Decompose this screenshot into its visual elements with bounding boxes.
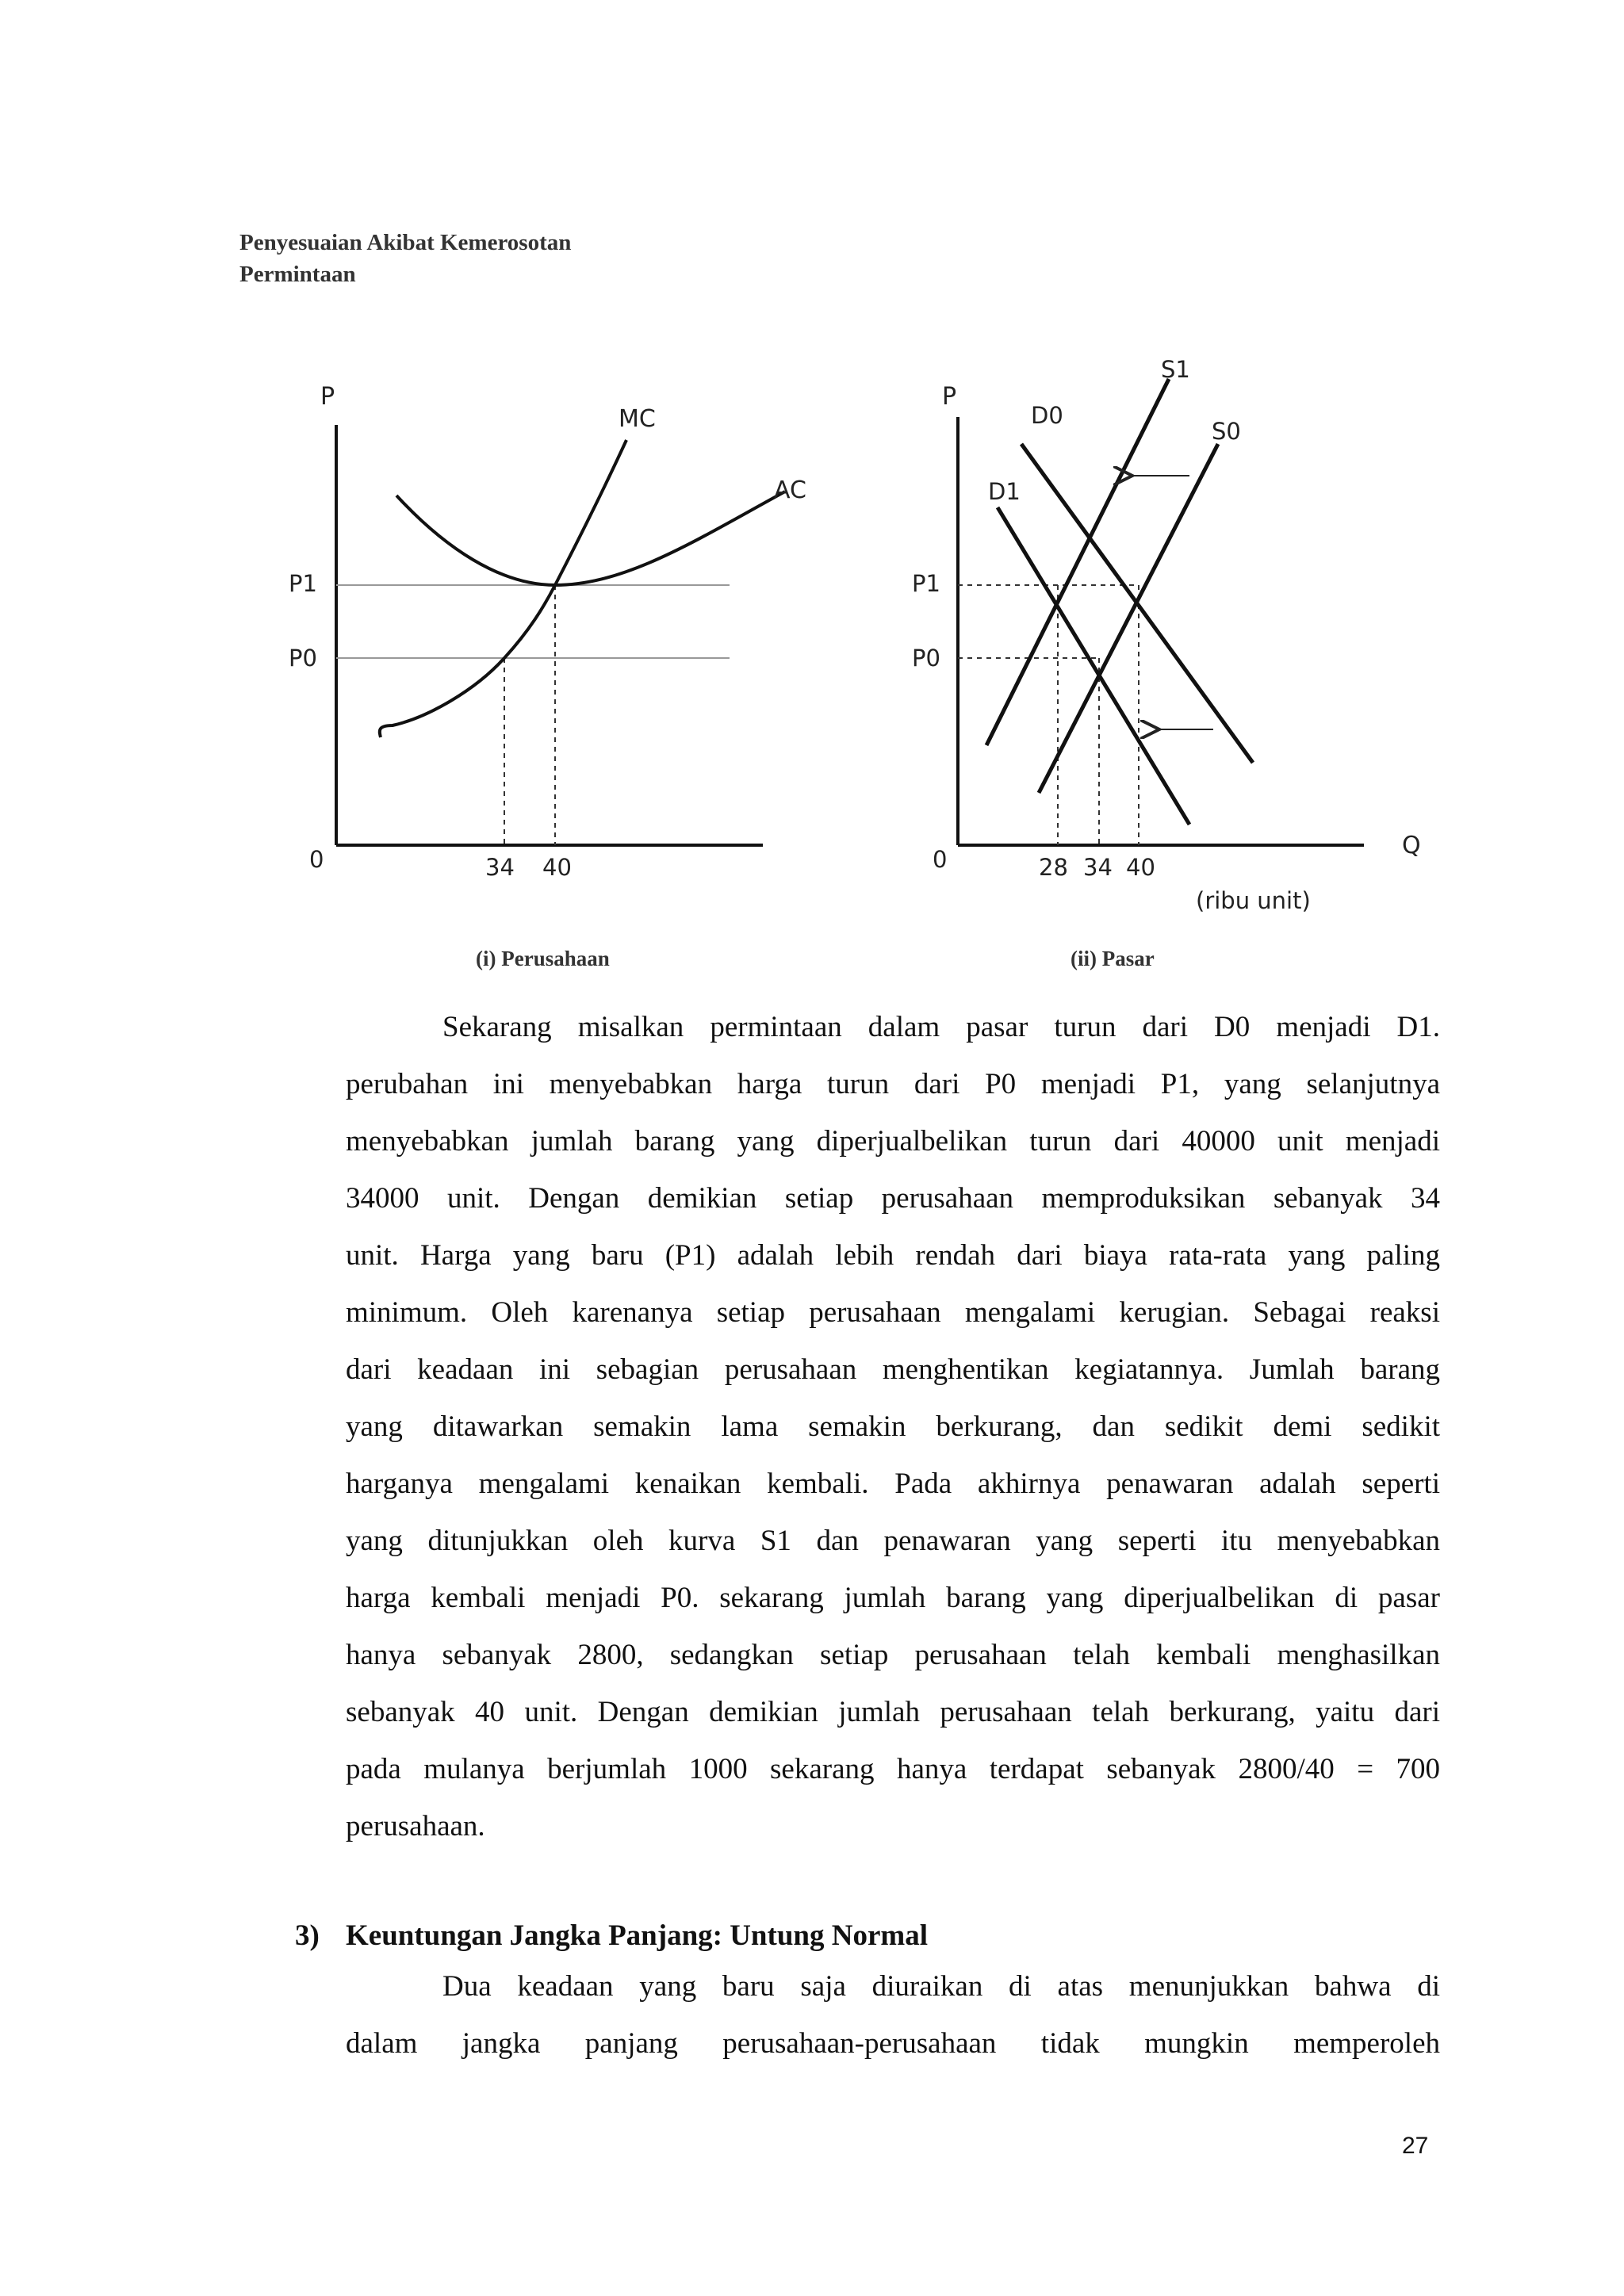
chart2-y-label: P bbox=[942, 383, 957, 411]
chart2-caption: (ii) Pasar bbox=[1071, 947, 1155, 970]
mc-curve bbox=[380, 440, 626, 737]
paragraph-1-line: harganya mengalami kenaikan kembali. Pada akhirnya penawaran adalah seperti bbox=[346, 1468, 1440, 1500]
paragraph-1-line: harga kembali menjadi P0. sekarang jumlah barang yang diperjualbelikan di pasar bbox=[346, 1582, 1440, 1614]
paragraph-1-line: 34000 unit. Dengan demikian setiap perusahaan memproduksikan sebanyak 34 bbox=[346, 1182, 1440, 1215]
s1-curve bbox=[986, 379, 1169, 745]
chart-pasar bbox=[912, 356, 1421, 970]
chart-perusahaan bbox=[289, 383, 806, 970]
paragraph-1-line: perubahan ini menyebabkan harga turun dari P0 menjadi P1, yang selanjutnya bbox=[346, 1068, 1440, 1100]
paragraph-2-line: dalam jangka panjang perusahaan-perusahaan tidak mungkin memperoleh bbox=[346, 2027, 1440, 2060]
paragraph-1-line: minimum. Oleh karenanya setiap perusahaan mengalami kerugian. Sebagai reaksi bbox=[346, 1296, 1440, 1329]
chart2-unit-label: (ribu unit) bbox=[1196, 887, 1311, 914]
chart1-x-tick-40: 40 bbox=[542, 854, 572, 881]
chart1-x-tick-34: 34 bbox=[485, 854, 515, 881]
chart2-p0-tick: P0 bbox=[912, 645, 940, 672]
chart2-origin: 0 bbox=[933, 846, 948, 873]
figure-charts bbox=[0, 0, 1624, 999]
mc-label: MC bbox=[619, 405, 656, 433]
chart1-y-label: P bbox=[320, 383, 335, 411]
paragraph-1-line: hanya sebanyak 2800, sedangkan setiap perusahaan telah kembali menghasilkan bbox=[346, 1639, 1440, 1671]
paragraph-1-line: pada mulanya berjumlah 1000 sekarang hanya terdapat sebanyak 2800/40 = 700 bbox=[346, 1753, 1440, 1785]
chart2-x-tick-40: 40 bbox=[1126, 854, 1155, 881]
paragraph-1-line: menyebabkan jumlah barang yang diperjualbelikan turun dari 40000 unit menjadi bbox=[346, 1125, 1440, 1158]
paragraph-1-line: perusahaan. bbox=[346, 1810, 485, 1843]
paragraph-1-line: dari keadaan ini sebagian perusahaan menghentikan kegiatannya. Jumlah barang bbox=[346, 1353, 1440, 1386]
s1-label: S1 bbox=[1161, 356, 1190, 383]
paragraph-1-line: sebanyak 40 unit. Dengan demikian jumlah perusahaan telah berkurang, yaitu dari bbox=[346, 1696, 1440, 1728]
section-3-title: Keuntungan Jangka Panjang: Untung Normal bbox=[346, 1919, 928, 1952]
figure-heading-line-1: Penyesuaian Akibat Kemerosotan bbox=[239, 230, 572, 255]
chart2-p1-tick: P1 bbox=[912, 570, 940, 597]
chart1-caption: (i) Perusahaan bbox=[476, 947, 610, 970]
d0-label: D0 bbox=[1031, 402, 1063, 429]
chart2-x-label: Q bbox=[1402, 832, 1421, 859]
paragraph-1-line: yang ditunjukkan oleh kurva S1 dan penawaran yang seperti itu menyebabkan bbox=[346, 1525, 1440, 1557]
page-number: 27 bbox=[1402, 2133, 1429, 2159]
section-3-number: 3) bbox=[295, 1919, 320, 1952]
chart1-p0-tick: P0 bbox=[289, 645, 317, 672]
paragraph-2 bbox=[346, 1958, 1440, 2072]
ac-label: AC bbox=[774, 476, 806, 504]
paragraph-1-line: yang ditawarkan semakin lama semakin berkurang, dan sedikit demi sedikit bbox=[346, 1410, 1440, 1443]
section-3-heading bbox=[295, 1919, 928, 1953]
d1-label: D1 bbox=[988, 478, 1021, 505]
paragraph-1 bbox=[346, 999, 1440, 1855]
chart2-x-tick-28: 28 bbox=[1039, 854, 1068, 881]
paragraph-2-line: Dua keadaan yang baru saja diuraikan di atas menunjukkan bahwa di bbox=[442, 1970, 1440, 2003]
chart2-x-tick-34: 34 bbox=[1083, 854, 1113, 881]
ac-curve bbox=[396, 492, 785, 585]
paragraph-1-line: Sekarang misalkan permintaan dalam pasar turun dari D0 menjadi D1. bbox=[442, 1011, 1440, 1043]
figure-heading-line-2: Permintaan bbox=[239, 262, 356, 287]
s0-label: S0 bbox=[1212, 418, 1241, 445]
chart1-p1-tick: P1 bbox=[289, 570, 317, 597]
paragraph-1-line: unit. Harga yang baru (P1) adalah lebih rendah dari biaya rata-rata yang paling bbox=[346, 1239, 1440, 1272]
chart1-origin: 0 bbox=[309, 846, 324, 873]
